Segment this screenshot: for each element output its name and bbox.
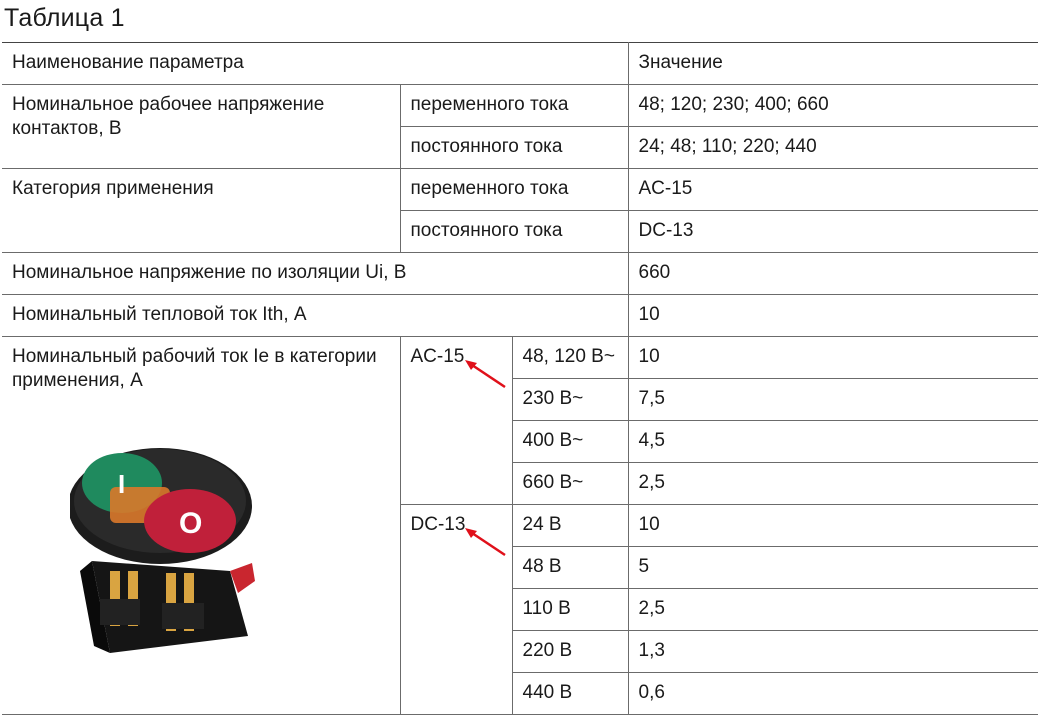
rated-voltage-ac-label: переменного тока xyxy=(400,85,628,127)
insulation-value: 660 xyxy=(628,253,1038,295)
dc-voltage-3: 220 В xyxy=(512,631,628,673)
category-ac-value: AC-15 xyxy=(628,169,1038,211)
thermal-label: Номинальный тепловой ток Ith, А xyxy=(2,295,628,337)
ac-category: AC-15 xyxy=(410,346,465,367)
category-ac-label: переменного тока xyxy=(400,169,628,211)
dc-value-2: 2,5 xyxy=(628,589,1038,631)
insulation-label: Номинальное напряжение по изоляции Ui, В xyxy=(2,253,628,295)
dc-category: DC-13 xyxy=(410,514,466,535)
ac-voltage-3: 660 В~ xyxy=(512,463,628,505)
button-o-label: O xyxy=(179,507,203,540)
dc-value-3: 1,3 xyxy=(628,631,1038,673)
table-header-row xyxy=(2,43,1038,85)
table-row xyxy=(2,337,1038,379)
table-title: Таблица 1 xyxy=(4,4,125,32)
dc-voltage-1: 48 В xyxy=(512,547,628,589)
ac-voltage-1: 230 В~ xyxy=(512,379,628,421)
push-button-photo xyxy=(70,421,270,661)
ac-category-cell xyxy=(400,337,512,505)
rated-voltage-dc-value: 24; 48; 110; 220; 440 xyxy=(628,127,1038,169)
rated-voltage-label: Номинальное рабочее напряжение контактов, В xyxy=(2,85,400,169)
dc-category-cell xyxy=(400,505,512,715)
ac-voltage-2: 400 В~ xyxy=(512,421,628,463)
red-arrow-icon xyxy=(463,525,509,559)
ac-value-1: 7,5 xyxy=(628,379,1038,421)
button-i-label: I xyxy=(118,469,126,499)
ac-value-0: 10 xyxy=(628,337,1038,379)
current-label-cell xyxy=(2,337,400,715)
current-label: Номинальный рабочий ток Ie в категории применения, А xyxy=(12,346,377,391)
dc-value-4: 0,6 xyxy=(628,673,1038,715)
dc-value-0: 10 xyxy=(628,505,1038,547)
ac-value-2: 4,5 xyxy=(628,421,1038,463)
table-row xyxy=(2,253,1038,295)
rated-voltage-dc-label: постоянного тока xyxy=(400,127,628,169)
red-arrow-icon xyxy=(463,357,509,391)
category-dc-label: постоянного тока xyxy=(400,211,628,253)
dc-voltage-4: 440 В xyxy=(512,673,628,715)
category-label: Категория применения xyxy=(2,169,400,253)
header-value: Значение xyxy=(628,43,1038,85)
ac-voltage-0: 48, 120 В~ xyxy=(512,337,628,379)
dc-voltage-2: 110 В xyxy=(512,589,628,631)
ac-value-3: 2,5 xyxy=(628,463,1038,505)
table-row xyxy=(2,295,1038,337)
category-dc-value: DC-13 xyxy=(628,211,1038,253)
thermal-value: 10 xyxy=(628,295,1038,337)
dc-value-1: 5 xyxy=(628,547,1038,589)
header-param: Наименование параметра xyxy=(2,43,628,85)
rated-voltage-ac-value: 48; 120; 230; 400; 660 xyxy=(628,85,1038,127)
dc-voltage-0: 24 В xyxy=(512,505,628,547)
table-row xyxy=(2,169,1038,211)
table-row xyxy=(2,85,1038,127)
spec-table xyxy=(2,42,1038,715)
